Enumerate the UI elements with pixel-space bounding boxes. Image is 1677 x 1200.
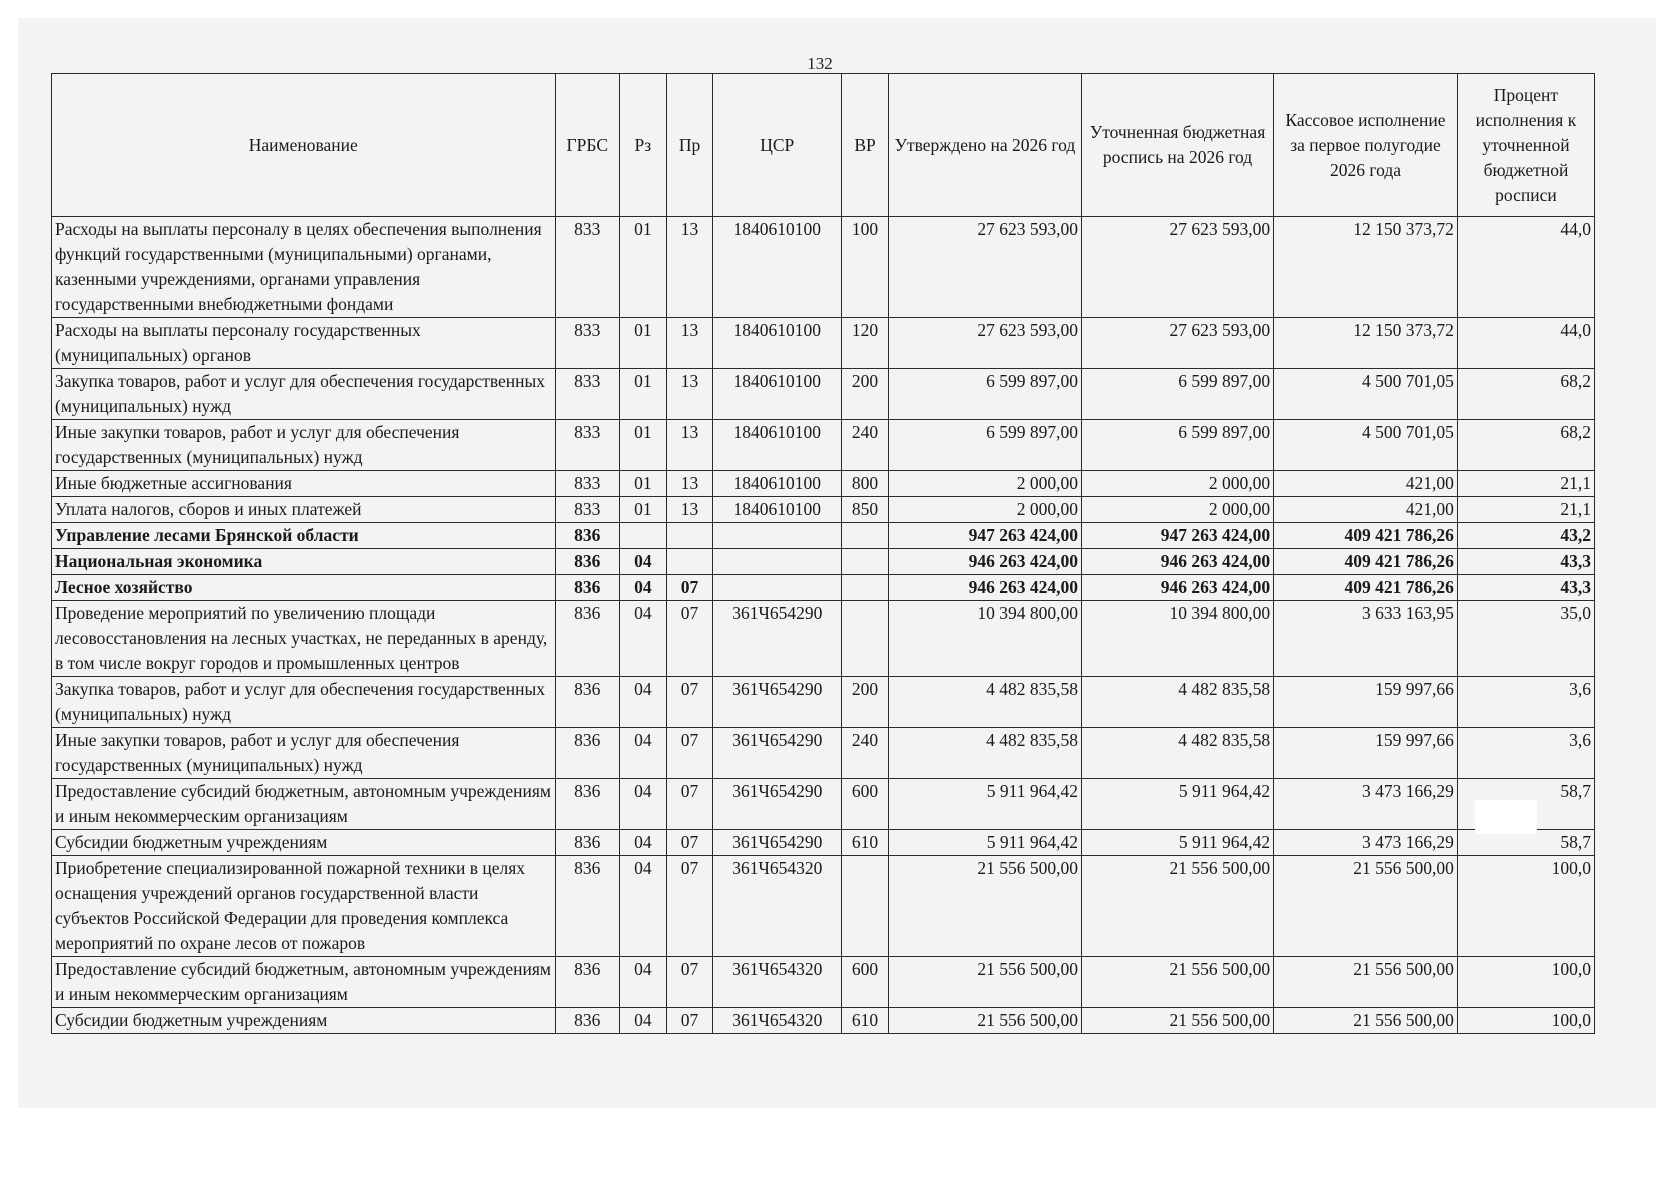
cell-pr: 13 <box>666 318 713 369</box>
cell-percent: 3,6 <box>1457 677 1594 728</box>
cell-grbs: 836 <box>555 856 619 957</box>
cell-grbs: 836 <box>555 957 619 1008</box>
cell-vr <box>842 575 889 601</box>
cell-refined: 947 263 424,00 <box>1082 523 1274 549</box>
cell-executed: 409 421 786,26 <box>1274 575 1458 601</box>
cell-grbs: 836 <box>555 523 619 549</box>
table-body <box>52 217 1595 1034</box>
cell-csr: 1840610100 <box>713 497 842 523</box>
cell-executed: 159 997,66 <box>1274 677 1458 728</box>
cell-percent: 43,2 <box>1457 523 1594 549</box>
cell-grbs: 836 <box>555 779 619 830</box>
cell-rz: 01 <box>619 318 666 369</box>
cell-pr: 07 <box>666 575 713 601</box>
cell-pr: 07 <box>666 779 713 830</box>
cell-rz: 04 <box>619 728 666 779</box>
cell-refined: 2 000,00 <box>1082 497 1274 523</box>
cell-rz: 04 <box>619 601 666 677</box>
cell-name: Проведение мероприятий по увеличению площади лесовосстановления на лесных участках, не переданных в аренду, в том числе вокруг городов и промышленных центров <box>52 601 556 677</box>
cell-approved: 6 599 897,00 <box>888 369 1081 420</box>
cell-percent: 21,1 <box>1457 497 1594 523</box>
cell-refined: 6 599 897,00 <box>1082 420 1274 471</box>
cell-executed: 21 556 500,00 <box>1274 856 1458 957</box>
cell-approved: 947 263 424,00 <box>888 523 1081 549</box>
cell-percent: 100,0 <box>1457 1008 1594 1034</box>
cell-pr: 13 <box>666 217 713 318</box>
cell-pr: 13 <box>666 497 713 523</box>
cell-refined: 5 911 964,42 <box>1082 779 1274 830</box>
cell-rz: 01 <box>619 471 666 497</box>
table-row <box>52 420 1595 471</box>
cell-grbs: 836 <box>555 549 619 575</box>
cell-approved: 2 000,00 <box>888 497 1081 523</box>
header-percent: Процент исполнения к уточненной бюджетной росписи <box>1457 74 1594 217</box>
cell-rz: 04 <box>619 957 666 1008</box>
table-row <box>52 957 1595 1008</box>
cell-executed: 3 473 166,29 <box>1274 779 1458 830</box>
cell-percent: 43,3 <box>1457 575 1594 601</box>
budget-table <box>51 73 1595 1034</box>
cell-approved: 21 556 500,00 <box>888 856 1081 957</box>
cell-approved: 21 556 500,00 <box>888 957 1081 1008</box>
cell-name: Национальная экономика <box>52 549 556 575</box>
cell-grbs: 836 <box>555 728 619 779</box>
cell-vr <box>842 856 889 957</box>
cell-vr: 850 <box>842 497 889 523</box>
cell-executed: 409 421 786,26 <box>1274 523 1458 549</box>
cell-pr: 07 <box>666 728 713 779</box>
cell-percent: 44,0 <box>1457 318 1594 369</box>
table-row <box>52 728 1595 779</box>
cell-approved: 2 000,00 <box>888 471 1081 497</box>
cell-refined: 6 599 897,00 <box>1082 369 1274 420</box>
cell-rz: 04 <box>619 1008 666 1034</box>
cell-csr: 361Ч654320 <box>713 1008 842 1034</box>
cell-executed: 409 421 786,26 <box>1274 549 1458 575</box>
cell-approved: 27 623 593,00 <box>888 217 1081 318</box>
cell-csr <box>713 549 842 575</box>
cell-percent: 58,7 <box>1457 830 1594 856</box>
cell-vr: 240 <box>842 728 889 779</box>
cell-rz: 04 <box>619 779 666 830</box>
cell-approved: 5 911 964,42 <box>888 830 1081 856</box>
table-row <box>52 471 1595 497</box>
cell-pr: 07 <box>666 1008 713 1034</box>
cell-grbs: 833 <box>555 471 619 497</box>
cell-name: Иные закупки товаров, работ и услуг для обеспечения государственных (муниципальных) нужд <box>52 420 556 471</box>
cell-rz: 04 <box>619 549 666 575</box>
cell-rz: 01 <box>619 369 666 420</box>
cell-rz: 04 <box>619 830 666 856</box>
cell-vr: 610 <box>842 1008 889 1034</box>
cell-csr: 1840610100 <box>713 471 842 497</box>
cell-pr <box>666 523 713 549</box>
cell-refined: 5 911 964,42 <box>1082 830 1274 856</box>
header-name: Наименование <box>52 74 556 217</box>
header-rz: Рз <box>619 74 666 217</box>
cell-percent: 44,0 <box>1457 217 1594 318</box>
cell-approved: 10 394 800,00 <box>888 601 1081 677</box>
cell-name: Субсидии бюджетным учреждениям <box>52 830 556 856</box>
cell-refined: 946 263 424,00 <box>1082 575 1274 601</box>
cell-csr: 361Ч654320 <box>713 856 842 957</box>
cell-approved: 4 482 835,58 <box>888 728 1081 779</box>
cell-percent: 3,6 <box>1457 728 1594 779</box>
cell-name: Иные закупки товаров, работ и услуг для обеспечения государственных (муниципальных) нужд <box>52 728 556 779</box>
cell-grbs: 833 <box>555 318 619 369</box>
cell-csr: 361Ч654290 <box>713 728 842 779</box>
cell-vr: 610 <box>842 830 889 856</box>
cell-name: Управление лесами Брянской области <box>52 523 556 549</box>
table-row <box>52 497 1595 523</box>
cell-name: Уплата налогов, сборов и иных платежей <box>52 497 556 523</box>
cell-rz: 04 <box>619 677 666 728</box>
cell-rz: 04 <box>619 575 666 601</box>
cell-name: Закупка товаров, работ и услуг для обеспечения государственных (муниципальных) нужд <box>52 369 556 420</box>
cell-executed: 3 473 166,29 <box>1274 830 1458 856</box>
cell-name: Приобретение специализированной пожарной техники в целях оснащения учреждений органов государственной власти субъектов Российской Федерации для проведения комплекса мероприятий по охране лесов от пожаров <box>52 856 556 957</box>
table-row <box>52 830 1595 856</box>
cell-executed: 159 997,66 <box>1274 728 1458 779</box>
cell-executed: 12 150 373,72 <box>1274 318 1458 369</box>
cell-name: Предоставление субсидий бюджетным, автономным учреждениям и иным некоммерческим организациям <box>52 779 556 830</box>
cell-refined: 4 482 835,58 <box>1082 728 1274 779</box>
cell-name: Иные бюджетные ассигнования <box>52 471 556 497</box>
table-row <box>52 575 1595 601</box>
cell-vr: 100 <box>842 217 889 318</box>
header-pr: Пр <box>666 74 713 217</box>
cell-rz: 01 <box>619 497 666 523</box>
cell-rz <box>619 523 666 549</box>
cell-refined: 27 623 593,00 <box>1082 318 1274 369</box>
cell-grbs: 833 <box>555 497 619 523</box>
cell-csr: 361Ч654290 <box>713 601 842 677</box>
whiteout-patch <box>1475 800 1537 834</box>
cell-executed: 4 500 701,05 <box>1274 369 1458 420</box>
cell-pr: 07 <box>666 856 713 957</box>
cell-csr: 1840610100 <box>713 318 842 369</box>
cell-percent: 43,3 <box>1457 549 1594 575</box>
cell-refined: 21 556 500,00 <box>1082 1008 1274 1034</box>
cell-approved: 946 263 424,00 <box>888 549 1081 575</box>
cell-refined: 21 556 500,00 <box>1082 856 1274 957</box>
cell-executed: 12 150 373,72 <box>1274 217 1458 318</box>
cell-grbs: 836 <box>555 601 619 677</box>
cell-pr: 13 <box>666 420 713 471</box>
cell-vr: 120 <box>842 318 889 369</box>
cell-vr: 600 <box>842 957 889 1008</box>
table-row <box>52 549 1595 575</box>
cell-refined: 4 482 835,58 <box>1082 677 1274 728</box>
cell-name: Расходы на выплаты персоналу в целях обеспечения выполнения функций государственными (муниципальными) органами, казенными учреждениями, органами управления государственными внебюджетными фондами <box>52 217 556 318</box>
cell-csr <box>713 575 842 601</box>
header-executed: Кассовое исполнение за первое полугодие 2026 года <box>1274 74 1458 217</box>
cell-grbs: 836 <box>555 677 619 728</box>
cell-vr: 800 <box>842 471 889 497</box>
header-vr: ВР <box>842 74 889 217</box>
cell-pr: 07 <box>666 677 713 728</box>
cell-csr: 361Ч654290 <box>713 677 842 728</box>
cell-refined: 2 000,00 <box>1082 471 1274 497</box>
cell-vr <box>842 601 889 677</box>
table-row <box>52 601 1595 677</box>
cell-approved: 27 623 593,00 <box>888 318 1081 369</box>
page-number: 132 <box>807 54 833 73</box>
cell-csr: 361Ч654290 <box>713 779 842 830</box>
cell-refined: 27 623 593,00 <box>1082 217 1274 318</box>
cell-refined: 946 263 424,00 <box>1082 549 1274 575</box>
cell-pr: 07 <box>666 601 713 677</box>
cell-pr: 13 <box>666 471 713 497</box>
cell-approved: 5 911 964,42 <box>888 779 1081 830</box>
cell-percent: 100,0 <box>1457 957 1594 1008</box>
cell-name: Закупка товаров, работ и услуг для обеспечения государственных (муниципальных) нужд <box>52 677 556 728</box>
table-row <box>52 1008 1595 1034</box>
table-row <box>52 369 1595 420</box>
cell-approved: 4 482 835,58 <box>888 677 1081 728</box>
cell-executed: 421,00 <box>1274 471 1458 497</box>
cell-pr <box>666 549 713 575</box>
cell-percent: 100,0 <box>1457 856 1594 957</box>
table-row <box>52 856 1595 957</box>
cell-pr: 07 <box>666 830 713 856</box>
cell-name: Расходы на выплаты персоналу государственных (муниципальных) органов <box>52 318 556 369</box>
cell-rz: 04 <box>619 856 666 957</box>
cell-csr: 1840610100 <box>713 217 842 318</box>
cell-pr: 07 <box>666 957 713 1008</box>
cell-percent: 68,2 <box>1457 369 1594 420</box>
header-approved: Утверждено на 2026 год <box>888 74 1081 217</box>
table-row <box>52 217 1595 318</box>
cell-vr <box>842 523 889 549</box>
cell-executed: 4 500 701,05 <box>1274 420 1458 471</box>
cell-grbs: 836 <box>555 1008 619 1034</box>
cell-percent: 68,2 <box>1457 420 1594 471</box>
table-row <box>52 523 1595 549</box>
cell-grbs: 836 <box>555 830 619 856</box>
cell-executed: 21 556 500,00 <box>1274 957 1458 1008</box>
cell-vr: 200 <box>842 369 889 420</box>
table-row <box>52 318 1595 369</box>
cell-vr: 600 <box>842 779 889 830</box>
cell-percent: 21,1 <box>1457 471 1594 497</box>
cell-name: Предоставление субсидий бюджетным, автономным учреждениям и иным некоммерческим организациям <box>52 957 556 1008</box>
cell-refined: 21 556 500,00 <box>1082 957 1274 1008</box>
cell-csr: 361Ч654290 <box>713 830 842 856</box>
cell-executed: 3 633 163,95 <box>1274 601 1458 677</box>
cell-grbs: 833 <box>555 420 619 471</box>
cell-name: Лесное хозяйство <box>52 575 556 601</box>
cell-grbs: 833 <box>555 369 619 420</box>
cell-approved: 946 263 424,00 <box>888 575 1081 601</box>
cell-approved: 21 556 500,00 <box>888 1008 1081 1034</box>
cell-vr: 240 <box>842 420 889 471</box>
table-row <box>52 677 1595 728</box>
cell-rz: 01 <box>619 217 666 318</box>
cell-executed: 21 556 500,00 <box>1274 1008 1458 1034</box>
header-refined: Уточненная бюджетная роспись на 2026 год <box>1082 74 1274 217</box>
cell-grbs: 833 <box>555 217 619 318</box>
cell-csr: 361Ч654320 <box>713 957 842 1008</box>
cell-percent: 35,0 <box>1457 601 1594 677</box>
cell-pr: 13 <box>666 369 713 420</box>
cell-refined: 10 394 800,00 <box>1082 601 1274 677</box>
cell-name: Субсидии бюджетным учреждениям <box>52 1008 556 1034</box>
cell-vr: 200 <box>842 677 889 728</box>
cell-percent: 58,7 <box>1457 779 1594 830</box>
cell-csr <box>713 523 842 549</box>
cell-csr: 1840610100 <box>713 420 842 471</box>
cell-grbs: 836 <box>555 575 619 601</box>
header-csr: ЦСР <box>713 74 842 217</box>
cell-csr: 1840610100 <box>713 369 842 420</box>
cell-rz: 01 <box>619 420 666 471</box>
cell-executed: 421,00 <box>1274 497 1458 523</box>
cell-approved: 6 599 897,00 <box>888 420 1081 471</box>
table-row <box>52 779 1595 830</box>
table-header-row <box>52 74 1595 217</box>
cell-vr <box>842 549 889 575</box>
header-grbs: ГРБС <box>555 74 619 217</box>
